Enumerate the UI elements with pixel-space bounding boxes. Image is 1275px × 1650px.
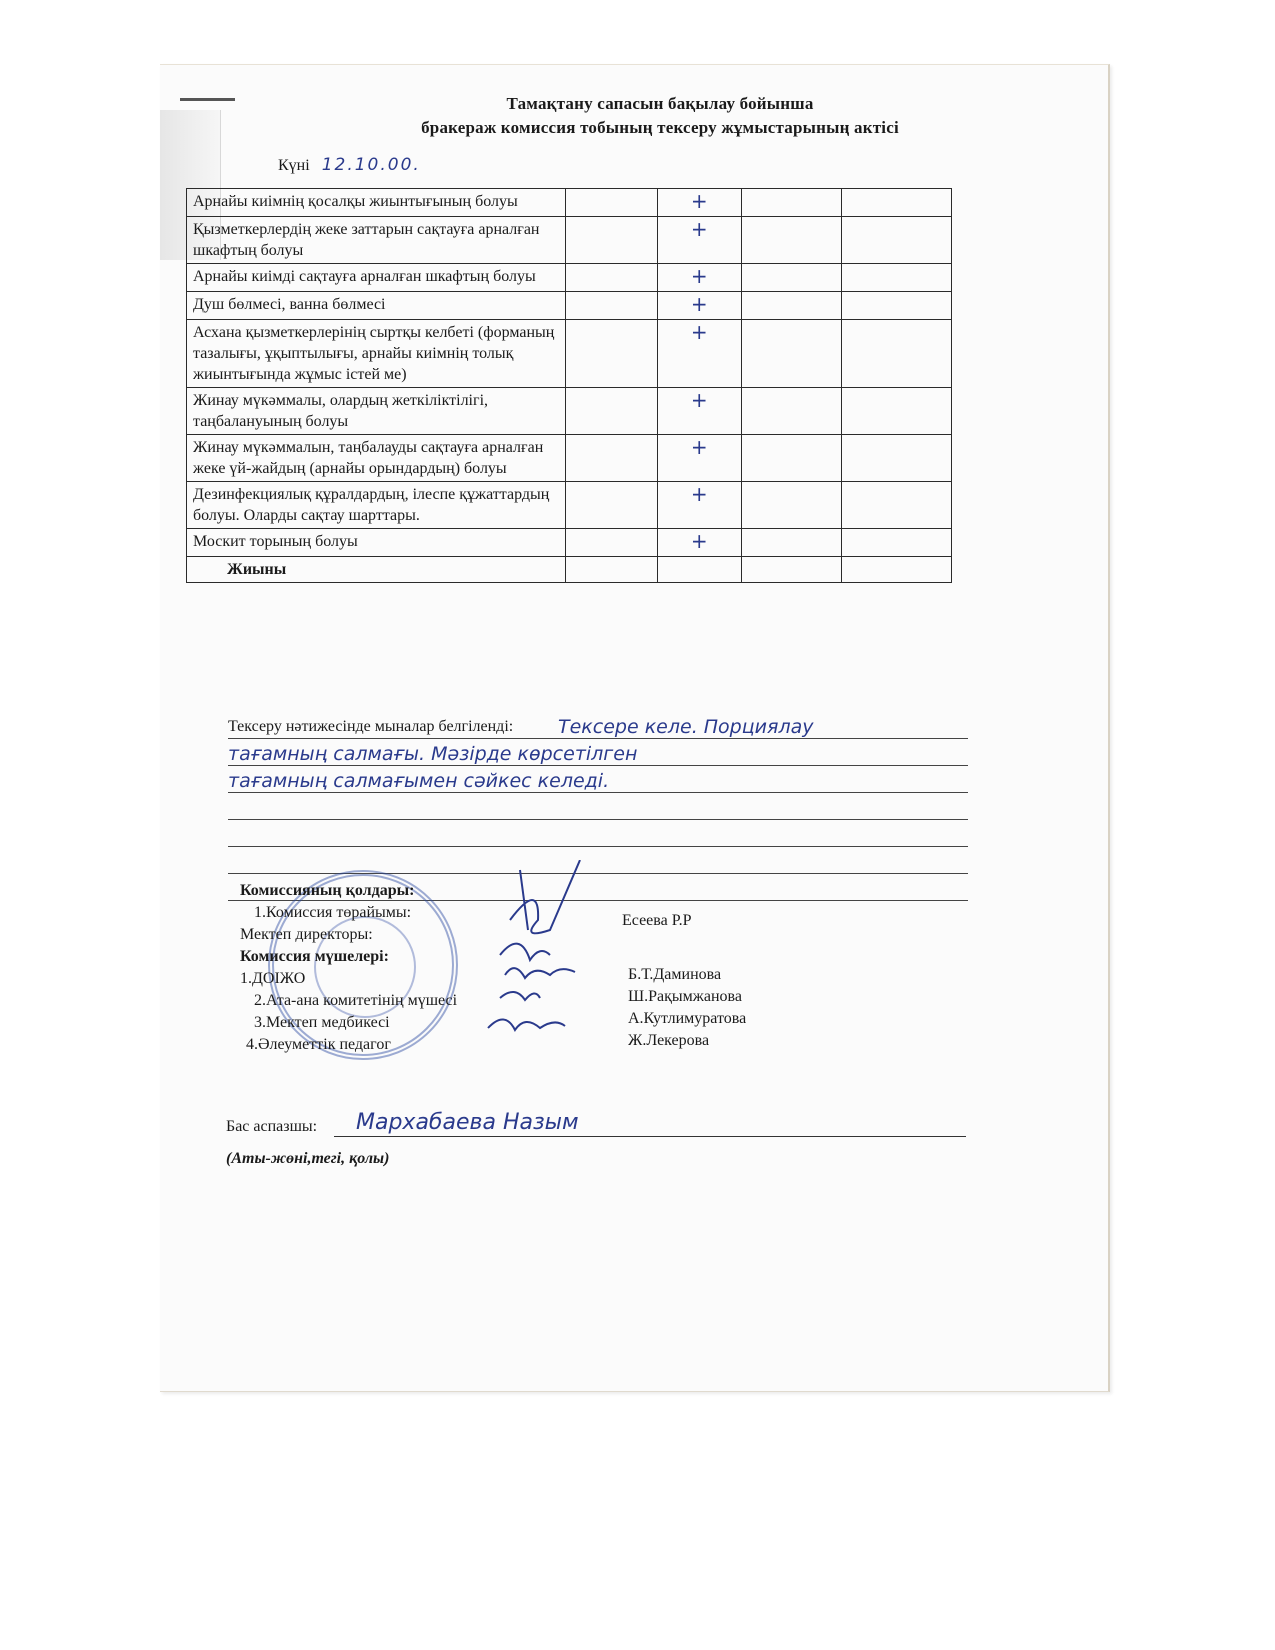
check-mark-cell — [657, 435, 741, 482]
signatures-heading: Комиссияның қолдары: — [240, 882, 415, 899]
criterion-cell: Москит торының болуы — [187, 529, 566, 557]
handwritten-signatures — [480, 860, 600, 1050]
criterion-cell: Арнайы киімнің қосалқы жиынтығының болуы — [187, 189, 566, 217]
column-4-cell — [842, 264, 952, 292]
column-4-cell — [842, 292, 952, 320]
criterion-cell: Жинау мүкәммалын, таңбалауды сақтауға арналған жеке үй-жайдың (арнайы орындардың) болуы — [187, 435, 566, 482]
column-1-cell — [566, 435, 657, 482]
member-name: Ш.Рақымжанова — [628, 988, 742, 1005]
column-3-cell — [741, 189, 842, 217]
chef-label: Бас аспазшы: — [226, 1118, 318, 1135]
findings-line — [228, 712, 968, 739]
chef-handwritten-name: Мархабаева Назым — [356, 1110, 579, 1135]
table-row — [187, 435, 952, 482]
column-1-cell — [566, 189, 657, 217]
column-4-cell — [842, 388, 952, 435]
column-4-cell — [842, 189, 952, 217]
inspection-table — [186, 188, 952, 583]
findings-handwritten: тағамның салмағы. Мәзірде көрсетілген — [228, 743, 638, 765]
total-label: Жиыны — [187, 557, 566, 583]
findings-line — [228, 793, 968, 820]
check-mark: + — [690, 388, 708, 412]
column-4-cell — [842, 482, 952, 529]
column-4-cell — [842, 529, 952, 557]
check-mark-cell — [657, 264, 741, 292]
check-mark: + — [690, 264, 708, 288]
findings-handwritten: Тексере келе. Порциялау — [558, 716, 814, 738]
check-mark: + — [690, 292, 708, 316]
check-mark: + — [690, 320, 708, 344]
date-row — [278, 155, 421, 175]
director-label: Мектеп директоры: — [240, 926, 373, 943]
check-mark: + — [690, 529, 708, 553]
check-mark-cell — [657, 388, 741, 435]
check-mark: + — [690, 217, 708, 241]
criterion-cell: Дезинфекциялық құралдардың, ілеспе құжаттардың болуы. Оларды сақтау шарттары. — [187, 482, 566, 529]
column-3-cell — [741, 264, 842, 292]
member-role: 4.Әлеуметтік педагог — [246, 1036, 391, 1053]
column-4-cell — [842, 320, 952, 388]
date-value: 12.10.00. — [321, 155, 421, 175]
check-mark: + — [690, 189, 708, 213]
criterion-cell: Жинау мүкәммалы, олардың жеткіліктілігі, таңбалануының болуы — [187, 388, 566, 435]
column-4-cell — [842, 217, 952, 264]
chef-signature-line — [334, 1136, 966, 1137]
member-role: 2.Ата-ана комитетінің мүшесі — [254, 992, 458, 1009]
total-cell — [566, 557, 657, 583]
check-mark-cell — [657, 217, 741, 264]
check-mark: + — [690, 435, 708, 459]
check-mark-cell — [657, 189, 741, 217]
member-name: Б.Т.Даминова — [628, 966, 722, 983]
criterion-cell: Қызметкерлердің жеке заттарын сақтауға арналған шкафтың болуы — [187, 217, 566, 264]
column-1-cell — [566, 320, 657, 388]
total-row — [187, 557, 952, 583]
check-mark: + — [690, 482, 708, 506]
document-title-line1: Тамақтану сапасын бақылау бойынша — [506, 94, 814, 113]
criterion-cell: Душ бөлмесі, ванна бөлмесі — [187, 292, 566, 320]
column-1-cell — [566, 482, 657, 529]
findings-handwritten: тағамның салмағымен сәйкес келеді. — [228, 770, 610, 792]
findings-line — [228, 766, 968, 793]
findings-label: Тексеру нәтижесінде мыналар белгіленді: — [228, 718, 514, 735]
column-1-cell — [566, 264, 657, 292]
member-role: 1.ДОІЖО — [240, 970, 306, 987]
chef-signature-row — [226, 1110, 966, 1136]
column-3-cell — [741, 320, 842, 388]
findings-line — [228, 820, 968, 847]
document-title-line2: бракераж комиссия тобының тексеру жұмыстарының актісі — [421, 118, 899, 137]
findings-line — [228, 739, 968, 766]
members-heading: Комиссия мүшелері: — [240, 948, 389, 965]
chair-name: Есеева Р.Р — [622, 912, 692, 929]
column-3-cell — [741, 217, 842, 264]
table-row — [187, 388, 952, 435]
column-3-cell — [741, 482, 842, 529]
column-3-cell — [741, 529, 842, 557]
chair-label: 1.Комиссия төрайымы: — [254, 904, 412, 921]
top-mark — [180, 98, 235, 101]
total-cell — [657, 557, 741, 583]
chef-note: (Аты-жөні,тегі, қолы) — [226, 1150, 390, 1167]
member-name: Ж.Лекерова — [628, 1032, 710, 1049]
table-row — [187, 189, 952, 217]
table-row — [187, 217, 952, 264]
check-mark-cell — [657, 529, 741, 557]
column-3-cell — [741, 292, 842, 320]
column-1-cell — [566, 292, 657, 320]
criterion-cell: Асхана қызметкерлерінің сыртқы келбеті (форманың тазалығы, ұқыптылығы, арнайы киімнің толық жиынтығында жұмыс істей ме) — [187, 320, 566, 388]
check-mark-cell — [657, 482, 741, 529]
member-role: 3.Мектеп медбикесі — [254, 1014, 390, 1031]
column-1-cell — [566, 217, 657, 264]
table-row — [187, 529, 952, 557]
table-row — [187, 320, 952, 388]
table-row — [187, 292, 952, 320]
check-mark-cell — [657, 320, 741, 388]
total-cell — [741, 557, 842, 583]
column-3-cell — [741, 388, 842, 435]
date-label: Күні — [278, 157, 310, 174]
table-row — [187, 264, 952, 292]
column-1-cell — [566, 529, 657, 557]
column-1-cell — [566, 388, 657, 435]
column-4-cell — [842, 435, 952, 482]
check-mark-cell — [657, 292, 741, 320]
criterion-cell: Арнайы киімді сақтауға арналған шкафтың болуы — [187, 264, 566, 292]
total-cell — [842, 557, 952, 583]
column-3-cell — [741, 435, 842, 482]
member-name: А.Кутлимуратова — [628, 1010, 747, 1027]
table-row — [187, 482, 952, 529]
